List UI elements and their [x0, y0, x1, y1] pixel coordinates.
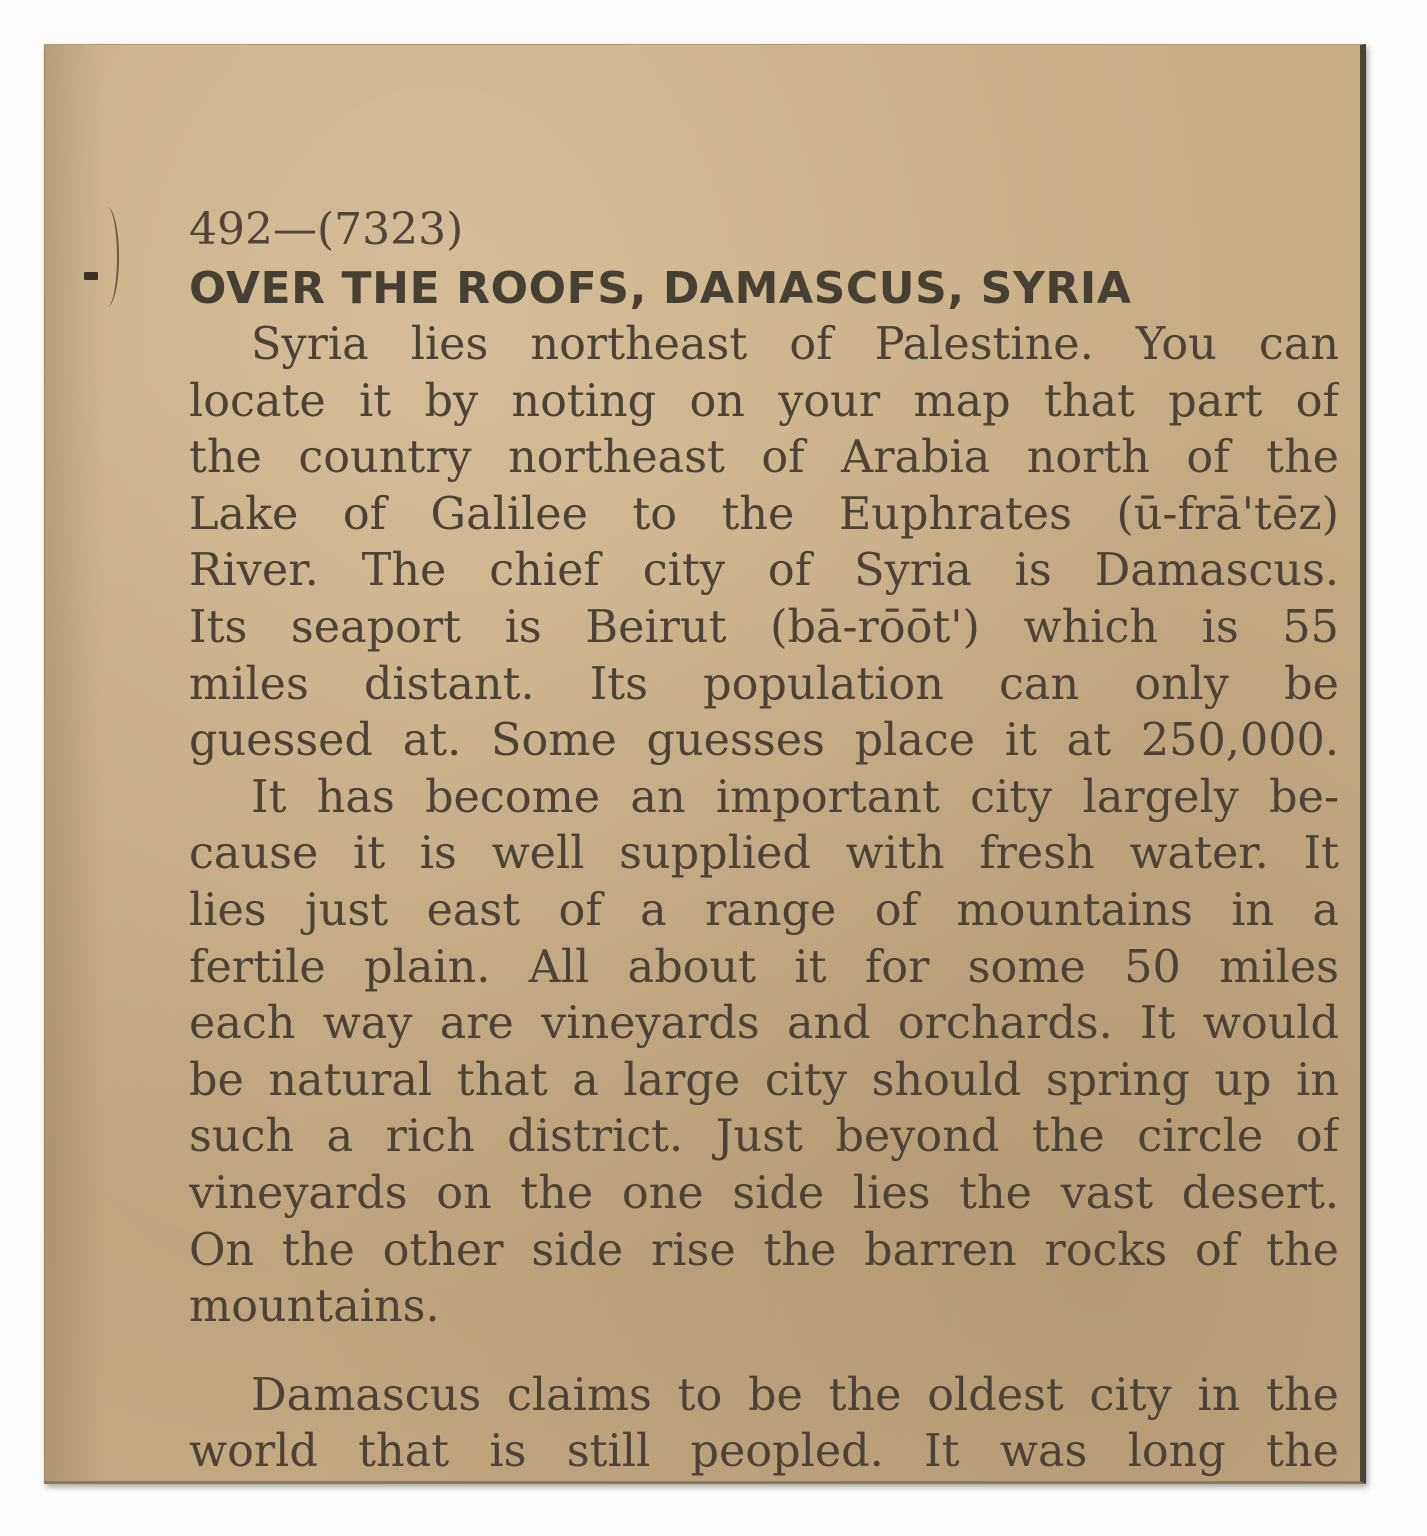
paragraph-3	[189, 1368, 1339, 1481]
card-title: OVER THE ROOFS, DAMASCUS, SYRIA	[189, 263, 1132, 314]
text-line: Syria lies northeast of Palestine. You can	[251, 319, 1339, 370]
text-line: On the other side rise the barren rocks of the	[189, 1224, 1339, 1276]
postcard-back	[44, 44, 1366, 1484]
text-line: cause it is well supplied with fresh water. It	[189, 828, 1339, 880]
text-line: miles distant. Its population can only be	[189, 658, 1339, 710]
torn-edge-mark	[95, 207, 119, 307]
text-line: Its seaport is Beirut (bā-rōōt') which is 55	[189, 601, 1339, 653]
text-line: be natural that a large city should spring up in	[189, 1054, 1339, 1106]
card-number: 492—(7323)	[189, 204, 464, 255]
text-line: world that is still peopled. It was long the	[189, 1426, 1339, 1478]
card-text	[189, 205, 1339, 1481]
text-line: Lake of Galilee to the Euphrates (ū-frā'tēz)	[189, 488, 1339, 540]
text-line: vineyards on the one side lies the vast desert.	[189, 1167, 1339, 1219]
text-line: the country northeast of Arabia north of the	[189, 432, 1339, 484]
text-line: such a rich district. Just beyond the circle of	[189, 1111, 1339, 1163]
text-line: guessed at. Some guesses place it at 250,000.	[189, 715, 1339, 767]
text-line: mountains.	[189, 1281, 440, 1333]
text-line: each way are vineyards and orchards. It would	[189, 998, 1339, 1050]
text-line: Damascus claims to be the oldest city in the	[251, 1369, 1339, 1421]
text-line: It has become an important city largely be-	[251, 771, 1339, 823]
paragraph-1	[189, 317, 1339, 770]
text-line: lies just east of a range of mountains in a	[189, 884, 1339, 936]
paragraph-2	[189, 770, 1339, 1336]
text-line: locate it by noting on your map that part of	[189, 375, 1339, 427]
text-line: fertile plain. All about it for some 50 miles	[189, 941, 1339, 993]
text-line: River. The chief city of Syria is Damascus.	[189, 545, 1339, 597]
ink-mark	[84, 272, 98, 280]
